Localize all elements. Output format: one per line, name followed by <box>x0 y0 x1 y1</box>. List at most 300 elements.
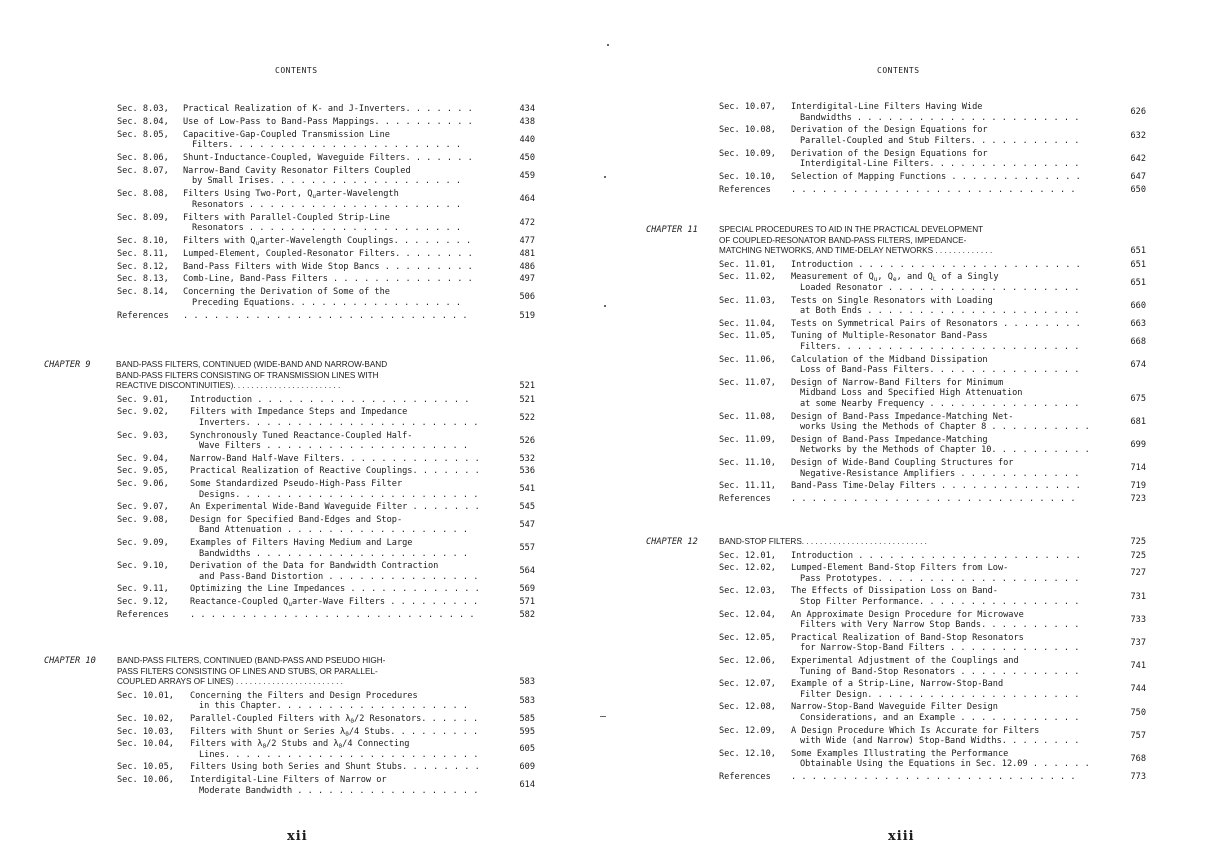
section-number: Sec. 11.02, <box>719 272 776 283</box>
section-title-line: Derivation of the Design Equations for <box>791 148 988 159</box>
section-number: Sec. 11.08, <box>719 411 776 422</box>
toc-entry <box>117 597 535 608</box>
toc-entry <box>719 679 1146 700</box>
section-number: Sec. 9.10, <box>117 561 169 572</box>
page-ref: 731 <box>1130 591 1146 602</box>
section-number: Sec. 10.04, <box>117 739 174 750</box>
toc-references <box>719 772 1146 783</box>
toc-entry <box>117 739 535 760</box>
section-number: Sec. 8.05, <box>117 129 169 140</box>
chapter-title-line: BAND-STOP FILTERS. . . . . . . . . . . . . . . . . . . . . . . . . . . . <box>719 537 927 546</box>
chapter-label: CHAPTER 10 <box>44 656 96 666</box>
chapter-title-line: REACTIVE DISCONTINUITIES). . . . . . . . . . . . . . . . . . . . . . . . <box>116 381 341 391</box>
section-number: Sec. 12.01, <box>719 550 776 561</box>
toc-entry <box>719 481 1146 492</box>
page-ref: 668 <box>1130 336 1146 347</box>
page-ref: 663 <box>1130 318 1146 329</box>
toc-entry <box>117 762 535 773</box>
toc-entry <box>117 153 535 164</box>
chapter-label: CHAPTER 12 <box>646 537 698 547</box>
running-head: CONTENTS <box>275 66 318 75</box>
page-ref: 541 <box>519 484 535 495</box>
section-number: Sec. 9.12, <box>117 597 169 607</box>
toc-entry <box>719 586 1146 607</box>
page-ref: 614 <box>519 780 535 791</box>
section-title-line: works Using the Methods of Chapter 8 . . . . . . . . . . <box>800 422 1090 433</box>
section-title-line: Resonators . . . . . . . . . . . . . . . . . . . . . <box>192 199 462 210</box>
section-number: Sec. 10.03, <box>117 726 174 737</box>
section-number: Sec. 11.05, <box>719 331 776 342</box>
section-title-line: Resonators . . . . . . . . . . . . . . . . . . . . . <box>192 223 462 234</box>
toc-entry <box>117 714 535 725</box>
toc-entry <box>117 538 535 559</box>
section-title-line: Filters with Impedance Steps and Impedance <box>190 407 408 418</box>
section-title-line: Filters Using both Series and Shunt Stubs. . . . . . . . <box>190 762 480 773</box>
section-title-line: A Design Procedure Which Is Accurate for Filters <box>791 725 1040 736</box>
section-number: Sec. 9.11, <box>117 584 169 595</box>
chapter-title-line: COUPLED ARRAYS OF LINES) . . . . . . . . . . . . . . . . . . . . . . . . <box>117 677 343 687</box>
section-number: Sec. 12.08, <box>719 702 776 713</box>
section-title-line: at Both Ends . . . . . . . . . . . . . . . . . . . . . <box>800 306 1080 317</box>
page-ref: 569 <box>519 584 535 595</box>
section-title-line: at some Nearby Frequency . . . . . . . . . . . . . . . <box>800 398 1080 409</box>
section-title-line: Introduction . . . . . . . . . . . . . . . . . . . . . . <box>791 550 1081 561</box>
section-title-line: Optimizing the Line Impedances . . . . . . . . . . . . . <box>190 584 480 595</box>
page-ref: 464 <box>519 194 535 205</box>
page-ref: 642 <box>1130 154 1146 165</box>
section-number: Sec. 11.01, <box>719 259 776 270</box>
page-ref: 440 <box>519 134 535 145</box>
section-title-line: Tests on Single Resonators with Loading <box>791 295 993 306</box>
section-number: Sec. 9.07, <box>117 502 169 513</box>
page-ref: 506 <box>519 292 535 303</box>
section-title-line: Use of Low-Pass to Band-Pass Mappings. . . . . . . . . . <box>183 116 473 127</box>
section-number: Sec. 10.10, <box>719 172 776 183</box>
section-title-line: Filters with $Q_uarter$-Wavelength Couplings. . . . . . . . <box>183 236 472 247</box>
toc-entry <box>719 172 1146 183</box>
section-title-line: Comb-Line, Band-Pass Filters . . . . . . . . . . . . . . <box>183 274 473 285</box>
scan-mark <box>604 305 606 307</box>
section-title-line: An Approximate Design Procedure for Microwave <box>791 609 1024 620</box>
section-title-line: Design of Narrow-Band Filters for Minimum <box>791 377 1004 388</box>
section-title-line: Tuning of Multiple-Resonator Band-Pass <box>791 331 988 342</box>
toc-references <box>117 610 535 621</box>
page-ref: 719 <box>1130 481 1146 492</box>
section-title-line: Pass Prototypes. . . . . . . . . . . . . . . . . . . . <box>800 573 1080 584</box>
toc-entry <box>719 260 1146 271</box>
page-ref: 526 <box>519 435 535 446</box>
section-title-line: with Wide (and Narrow) Stop-Band Widths. . . . . . . . <box>800 736 1080 747</box>
page-ref: 626 <box>1130 107 1146 118</box>
toc-entry <box>117 515 535 536</box>
toc-entry <box>117 130 535 151</box>
section-title-line: Interdigital-Line Filters of Narrow or <box>190 775 387 785</box>
section-number: Sec. 10.05, <box>117 762 174 773</box>
section-title-line: Filters with Parallel-Coupled Strip-Line <box>183 212 390 223</box>
page-ref: 757 <box>1130 730 1146 741</box>
section-title-line: Interdigital-Line Filters Having Wide <box>791 102 983 112</box>
page-ref: 532 <box>519 453 535 464</box>
section-number: Sec. 8.14, <box>117 287 169 298</box>
running-head: CONTENTS <box>877 66 920 75</box>
page-ref: 459 <box>519 171 535 182</box>
section-title-line: Loss of Band-Pass Filters. . . . . . . . . . . . . . . <box>800 365 1080 376</box>
toc-entry <box>117 466 535 477</box>
scan-mark <box>600 716 606 717</box>
section-title-line: Practical Realization of Band-Stop Resonators <box>791 632 1024 643</box>
section-number: Sec. 11.10, <box>719 458 776 468</box>
section-title-line: and Pass-Band Distortion . . . . . . . . . . . . . . . <box>199 571 479 582</box>
toc-entry <box>117 479 535 500</box>
section-number: References <box>117 310 169 321</box>
page-ref: 768 <box>1130 754 1146 765</box>
toc-entry <box>719 435 1146 456</box>
section-title-line: Practical Realization of K- and J-Inverters. . . . . . . <box>183 104 473 114</box>
section-number: Sec. 12.05, <box>719 632 776 643</box>
page-ref: 536 <box>519 466 535 477</box>
section-title-line: Filters with Shunt or Series $\lambda_0/4$ Stubs. . . . . . . . . <box>190 726 479 738</box>
page-ref: 632 <box>1130 130 1146 141</box>
toc-entry <box>719 412 1146 433</box>
section-number: Sec. 10.09, <box>719 148 776 159</box>
section-title-line: Design of Band-Pass Impedance-Matching <box>791 434 988 445</box>
section-number: Sec. 8.09, <box>117 212 169 223</box>
toc-entry <box>117 189 535 210</box>
section-title-line: Parallel-Coupled Filters with $\lambda_0/2$ Resonators. . . . . . <box>190 714 479 725</box>
page-ref: 519 <box>519 310 535 321</box>
section-number: Sec. 9.06, <box>117 479 169 489</box>
section-number: References <box>719 185 771 195</box>
section-title-line: Examples of Filters Having Medium and Large <box>190 538 413 548</box>
toc-entry <box>719 563 1146 584</box>
chapter-title-line: PASS FILTERS CONSISTING OF LINES AND STUBS, OR PARALLEL- <box>117 666 378 676</box>
page-ref: 727 <box>1130 568 1146 579</box>
section-title-line: Tests on Symmetrical Pairs of Resonators . . . . . . . . <box>791 318 1081 329</box>
page-ref: 547 <box>519 520 535 531</box>
page-ref: 486 <box>519 261 535 272</box>
toc-entry <box>117 117 535 128</box>
toc-entry <box>117 395 535 406</box>
toc-references <box>117 311 535 322</box>
page-number: xii <box>287 829 308 844</box>
section-title-line: Calculation of the Midband Dissipation <box>791 354 988 365</box>
toc-entry <box>117 431 535 452</box>
page-number: xiii <box>888 829 915 844</box>
section-title-line: The Effects of Dissipation Loss on Band- <box>791 586 998 597</box>
chapter-title-line: BAND-PASS FILTERS, CONTINUED (WIDE-BAND AND NARROW-BAND <box>116 360 388 369</box>
section-title-line: Band Attenuation . . . . . . . . . . . . . . . . . . <box>199 525 469 536</box>
section-title-line: Negative-Resistance Amplifiers . . . . . . . . . . . . <box>800 468 1080 479</box>
toc-entry <box>719 749 1146 770</box>
section-title-line: by Small Irises. . . . . . . . . . . . . . . . . . . <box>192 176 462 187</box>
section-number: Sec. 11.07, <box>719 377 776 388</box>
page-ref: 434 <box>519 104 535 114</box>
section-title-line: . . . . . . . . . . . . . . . . . . . . . . . . . . . . <box>791 772 1076 782</box>
section-number: References <box>719 493 771 504</box>
page-ref: 497 <box>519 274 535 285</box>
section-title-line: Narrow-Band Cavity Resonator Filters Coupled <box>183 165 411 176</box>
section-title-line: Considerations, and an Example . . . . . . . . . . . . <box>800 712 1080 723</box>
section-number: Sec. 8.10, <box>117 236 169 246</box>
section-title-line: . . . . . . . . . . . . . . . . . . . . . . . . . . . . <box>791 185 1076 195</box>
section-title-line: Design of Band-Pass Impedance-Matching Net- <box>791 411 1014 422</box>
page-ref: 750 <box>1130 707 1146 718</box>
page-ref: 585 <box>519 714 535 724</box>
toc-entry <box>117 691 535 712</box>
section-number: Sec. 9.04, <box>117 453 169 464</box>
section-title-line: Introduction . . . . . . . . . . . . . . . . . . . . . . <box>791 259 1081 270</box>
page-ref: 595 <box>519 726 535 737</box>
toc-entry <box>117 104 535 115</box>
toc-entry <box>117 727 535 738</box>
section-title-line: Narrow-Band Half-Wave Filters. . . . . . . . . . . . . . <box>190 453 480 464</box>
page-ref: 472 <box>519 217 535 228</box>
chapter-page-ref: 651 <box>1130 246 1146 257</box>
toc-entry <box>719 702 1146 723</box>
section-title-line: Moderate Bandwidth . . . . . . . . . . . . . . . . . . <box>199 785 479 796</box>
toc-entry <box>117 407 535 428</box>
section-title-line: Wave Filters . . . . . . . . . . . . . . . . . . . . <box>199 441 469 452</box>
section-title-line: Inverters. . . . . . . . . . . . . . . . . . . . . . . <box>199 417 479 428</box>
page-ref: 773 <box>1130 772 1146 782</box>
section-number: References <box>117 609 169 620</box>
section-number: Sec. 10.06, <box>117 775 174 785</box>
section-number: Sec. 9.09, <box>117 538 169 548</box>
section-title-line: Filters. . . . . . . . . . . . . . . . . . . . . . . <box>192 140 462 151</box>
section-title-line: Concerning the Derivation of Some of the <box>183 287 390 298</box>
toc-entry <box>117 561 535 582</box>
section-number: Sec. 9.03, <box>117 430 169 441</box>
section-title-line: An Experimental Wide-Band Waveguide Filter . . . . . . . <box>190 502 480 513</box>
section-title-line: . . . . . . . . . . . . . . . . . . . . . . . . . . . . <box>183 310 468 321</box>
section-number: Sec. 12.04, <box>719 609 776 620</box>
section-title-line: Some Standardized Pseudo-High-Pass Filter <box>190 479 403 489</box>
section-title-line: for Narrow-Stop-Band Filters . . . . . . . . . . . . . <box>800 643 1080 654</box>
page-ref: 733 <box>1130 614 1146 625</box>
toc-entry <box>719 272 1146 293</box>
toc-entry <box>719 102 1146 123</box>
toc-entry <box>719 319 1146 330</box>
page-ref: 557 <box>519 543 535 554</box>
section-number: Sec. 8.03, <box>117 104 169 114</box>
section-number: Sec. 12.03, <box>719 586 776 597</box>
section-number: References <box>719 772 771 782</box>
page-ref: 605 <box>519 744 535 755</box>
toc-entry <box>117 236 535 247</box>
section-title-line: Synchronously Tuned Reactance-Coupled Half- <box>190 430 413 441</box>
toc-entry <box>719 149 1146 170</box>
section-number: Sec. 12.06, <box>719 656 776 666</box>
section-number: Sec. 10.08, <box>719 125 776 136</box>
section-title-line: Shunt-Inductance-Coupled, Waveguide Filters. . . . . . . <box>183 153 473 163</box>
section-title-line: Derivation of the Data for Bandwidth Contraction <box>190 561 439 572</box>
section-title-line: in this Chapter. . . . . . . . . . . . . . . . . . . <box>199 701 469 712</box>
page-ref: 681 <box>1130 416 1146 427</box>
page-ref: 481 <box>519 248 535 259</box>
section-title-line: Some Examples Illustrating the Performance <box>791 748 1009 759</box>
section-title-line: Designs. . . . . . . . . . . . . . . . . . . . . . . . <box>199 489 479 500</box>
section-title-line: Loaded Resonator . . . . . . . . . . . . . . . . . . . <box>800 282 1080 293</box>
toc-entry <box>719 125 1146 146</box>
toc-entry <box>117 775 535 796</box>
section-number: Sec. 8.06, <box>117 153 169 163</box>
toc-entry <box>719 726 1146 747</box>
page-ref: 545 <box>519 502 535 513</box>
section-title-line: Design of Wide-Band Coupling Structures for <box>791 458 1014 468</box>
section-title-line: Filters. . . . . . . . . . . . . . . . . . . . . . . . <box>800 341 1080 352</box>
page-ref: 564 <box>519 566 535 577</box>
section-number: Sec. 9.05, <box>117 466 169 477</box>
section-title-line: Concerning the Filters and Design Procedures <box>190 690 418 701</box>
page-ref: 583 <box>519 696 535 707</box>
toc-entry <box>719 610 1146 631</box>
section-number: Sec. 11.06, <box>719 354 776 365</box>
toc-entry <box>719 296 1146 317</box>
page-ref: 522 <box>519 412 535 423</box>
section-title-line: Interdigital-Line Filters. . . . . . . . . . . . . . . <box>800 159 1080 170</box>
page-ref: 725 <box>1130 550 1146 561</box>
page-ref: 571 <box>519 597 535 607</box>
section-title-line: Narrow-Stop-Band Waveguide Filter Design <box>791 702 998 713</box>
section-title-line: Bandwidths . . . . . . . . . . . . . . . . . . . . . . <box>800 112 1080 123</box>
section-title-line: Parallel-Coupled and Stub Filters. . . . . . . . . . . <box>800 135 1080 146</box>
page-ref: 651 <box>1130 259 1146 270</box>
toc-entry <box>117 287 535 308</box>
section-number: Sec. 11.04, <box>719 318 776 329</box>
chapter-label: CHAPTER 11 <box>646 225 698 235</box>
section-title-line: Obtainable Using the Equations in Sec. 12.09 . . . . . . <box>800 759 1090 770</box>
section-title-line: Filters Using Two-Port, $Q_uarter$-Wavelength <box>183 189 399 201</box>
toc-entry <box>719 355 1146 376</box>
section-number: Sec. 12.10, <box>719 748 776 759</box>
section-number: Sec. 12.07, <box>719 679 776 690</box>
section-number: Sec. 12.09, <box>719 725 776 736</box>
toc-entry <box>719 378 1146 410</box>
page-ref: 714 <box>1130 463 1146 474</box>
section-number: Sec. 10.02, <box>117 714 174 724</box>
section-title-line: Lines. . . . . . . . . . . . . . . . . . . . . . . . . <box>199 749 479 760</box>
toc-entry <box>117 584 535 595</box>
section-title-line: Experimental Adjustment of the Couplings and <box>791 656 1019 666</box>
section-number: Sec. 8.12, <box>117 261 169 272</box>
page-ref: 699 <box>1130 440 1146 451</box>
right-page <box>614 0 1228 868</box>
section-title-line: Measurement of $Q_u$, $Q_e$, and $Q_L$ of a Singly <box>791 272 999 284</box>
page-ref: 741 <box>1130 661 1146 672</box>
page-ref: 651 <box>1130 277 1146 288</box>
section-title-line: Band-Pass Time-Delay Filters . . . . . . . . . . . . . . <box>791 481 1081 492</box>
section-number: Sec. 11.11, <box>719 481 776 492</box>
section-title-line: . . . . . . . . . . . . . . . . . . . . . . . . . . . . <box>791 493 1076 504</box>
section-number: Sec. 10.07, <box>719 102 776 112</box>
section-title-line: Networks by the Methods of Chapter 10. . . . . . . . . . <box>800 445 1090 456</box>
chapter-title-line: BAND-PASS FILTERS CONSISTING OF TRANSMISSION LINES WITH <box>116 370 379 380</box>
section-number: Sec. 8.07, <box>117 165 169 176</box>
section-number: Sec. 11.03, <box>719 295 776 306</box>
toc-references <box>719 494 1146 505</box>
toc-entry <box>719 656 1146 677</box>
section-title-line: Bandwidths . . . . . . . . . . . . . . . . . . . . . <box>199 548 469 559</box>
chapter-label: CHAPTER 9 <box>44 360 91 370</box>
toc-entry <box>117 274 535 285</box>
page-ref: 737 <box>1130 638 1146 649</box>
toc-entry <box>719 551 1146 562</box>
section-number: Sec. 11.09, <box>719 434 776 445</box>
chapter-page-ref: 521 <box>519 381 535 392</box>
page-ref: 609 <box>519 762 535 773</box>
section-title-line: Filters with Very Narrow Stop Bands. . . . . . . . . . <box>800 620 1080 631</box>
section-title-line: Preceding Equations. . . . . . . . . . . . . . . . . <box>192 297 462 308</box>
page-ref: 477 <box>519 236 535 246</box>
section-number: Sec. 8.13, <box>117 274 169 285</box>
section-title-line: Example of a Strip-Line, Narrow-Stop-Band <box>791 679 1004 690</box>
section-title-line: Lumped-Element Band-Stop Filters from Low- <box>791 563 1009 574</box>
page-ref: 450 <box>519 153 535 163</box>
toc-entry <box>117 249 535 260</box>
toc-entry <box>719 331 1146 352</box>
toc-entry <box>117 262 535 273</box>
section-title-line: Derivation of the Design Equations for <box>791 125 988 136</box>
chapter-title-line: OF COUPLED-RESONATOR BAND-PASS FILTERS, IMPEDANCE- <box>719 235 967 245</box>
section-title-line: Practical Realization of Reactive Couplings. . . . . . . <box>190 466 480 477</box>
section-number: Sec. 8.04, <box>117 116 169 127</box>
toc-entry <box>117 502 535 513</box>
toc-references <box>719 185 1146 196</box>
page-ref: 647 <box>1130 172 1146 183</box>
section-title-line: Stop Filter Performance. . . . . . . . . . . . . . . . <box>800 596 1080 607</box>
page-ref: 723 <box>1130 493 1146 504</box>
scan-mark <box>607 44 609 46</box>
chapter-title-line: BAND-PASS FILTERS, CONTINUED (BAND-PASS AND PSEUDO HIGH- <box>117 656 386 665</box>
page-ref: 582 <box>519 609 535 620</box>
section-title-line: Selection of Mapping Functions . . . . . . . . . . . . . <box>791 172 1081 183</box>
section-title-line: Filters with $\lambda_0/2$ Stubs and $\lambda_0/4$ Connecting <box>190 739 410 751</box>
section-number: Sec. 9.02, <box>117 407 169 418</box>
toc-entry <box>719 633 1146 654</box>
section-number: Sec. 9.08, <box>117 514 169 525</box>
section-title-line: Design for Specified Band-Edges and Stop- <box>190 514 403 525</box>
toc-entry <box>117 454 535 465</box>
page-ref: 675 <box>1130 393 1146 404</box>
section-title-line: Midband Loss and Specified High Attenuation <box>800 388 1023 399</box>
chapter-page-ref: 725 <box>1130 537 1146 547</box>
section-title-line: Capacitive-Gap-Coupled Transmission Line <box>183 129 390 140</box>
page-ref: 521 <box>519 394 535 405</box>
section-title-line: Tuning of Band-Stop Resonators . . . . . . . . . . . . <box>800 666 1080 677</box>
section-number: Sec. 8.11, <box>117 248 169 259</box>
section-title-line: Introduction . . . . . . . . . . . . . . . . . . . . . <box>190 394 470 405</box>
toc-entry <box>719 458 1146 479</box>
page-ref: 674 <box>1130 359 1146 370</box>
chapter-page-ref: 583 <box>519 677 535 688</box>
section-title-line: Band-Pass Filters with Wide Stop Bancs . . . . . . . . . <box>183 261 473 272</box>
chapter-title-line: MATCHING NETWORKS, AND TIME-DELAY NETWORKS . . . . . . . . . . . . . <box>719 246 993 256</box>
page-ref: 660 <box>1130 300 1146 311</box>
chapter-title-line: SPECIAL PROCEDURES TO AID IN THE PRACTICAL DEVELOPMENT <box>719 225 984 234</box>
section-number: Sec. 12.02, <box>719 563 776 574</box>
section-title-line: Lumped-Element, Coupled-Resonator Filters. . . . . . . . <box>183 248 473 259</box>
toc-entry <box>117 166 535 187</box>
section-title-line: . . . . . . . . . . . . . . . . . . . . . . . . . . . . <box>190 609 475 620</box>
section-title-line: Filter Design. . . . . . . . . . . . . . . . . . . . . <box>800 689 1080 700</box>
page-ref: 438 <box>519 116 535 127</box>
scan-mark <box>604 176 606 178</box>
page-ref: 744 <box>1130 684 1146 695</box>
section-number: Sec. 9.01, <box>117 394 169 405</box>
page-ref: 650 <box>1130 185 1146 195</box>
toc-entry <box>117 213 535 234</box>
section-number: Sec. 10.01, <box>117 690 174 701</box>
